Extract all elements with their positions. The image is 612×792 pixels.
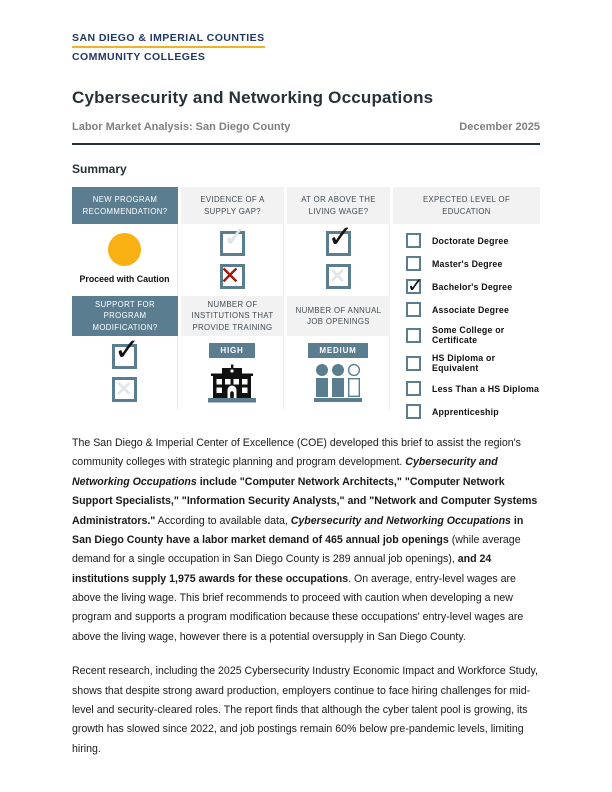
education-item-masters — [406, 256, 540, 271]
checkbox-supply-gap-no — [220, 264, 245, 289]
people-icon — [313, 363, 363, 403]
education-item-bachelors — [406, 279, 540, 294]
checkbox-icon — [406, 302, 421, 317]
page-title: Cybersecurity and Networking Occupations — [72, 88, 434, 107]
checkbox-modification-yes — [112, 344, 137, 369]
column-living-wage — [287, 187, 390, 419]
header-living-wage: AT OR ABOVE THE LIVING WAGE? — [287, 187, 390, 224]
header-program-modification: SUPPORT FOR PROGRAM MODIFICATION? — [72, 296, 178, 336]
column-new-program — [72, 187, 178, 419]
summary-table — [72, 187, 540, 419]
education-label: Some College or Certificate — [432, 325, 505, 345]
body-paragraph-1: The San Diego & Imperial Center of Excellence (COE) developed this brief to assist the region's community colleges with strategic planning and program development. Cybersecurity and Networking Occupations include "Computer Network Architects," "Computer Network Support Specialists," "Information Security Analysts," and "Network and Computer Systems Administrators." According to available data, Cybersecurity and Networking Occupations in San Diego County have a labor market demand of 465 annual job openings (while average demand for a single occupation in San Diego County is 289 annual job openings), and 24 institutions supply 1,975 awards for these occupations. On average, entry-level wages are above the living wage. This brief recommends to proceed with caution when developing a new program and supports a program modification because these occupations' entry-level wages are above the living wage, however there is a potential oversupply in San Diego County. — [72, 437, 538, 643]
education-label: HS Diploma or Equivalent — [432, 353, 496, 373]
education-label: Associate Degree — [432, 304, 510, 315]
column-education — [393, 187, 540, 419]
header-institutions-training: NUMBER OF INSTITUTIONS THAT PROVIDE TRAINING — [181, 296, 284, 336]
subtitle-left: Labor Market Analysis: San Diego County — [72, 121, 291, 133]
checkbox-icon — [406, 381, 421, 396]
level-badge-medium: MEDIUM — [308, 343, 367, 358]
header-expected-education: EXPECTED LEVEL OF EDUCATION — [393, 187, 540, 224]
education-item-doctorate — [406, 233, 540, 248]
checkbox-icon — [406, 356, 421, 371]
checkbox-icon — [406, 404, 421, 419]
column-supply-gap — [181, 187, 284, 419]
subtitle-bar — [72, 121, 540, 133]
divider-rule — [72, 143, 540, 145]
education-item-some-college — [406, 325, 540, 345]
checkbox-icon — [406, 256, 421, 271]
section-heading-summary: Summary — [72, 162, 127, 176]
cell-supply-gap-checks — [181, 224, 284, 296]
checkbox-living-wage-no — [326, 264, 351, 289]
checkbox-checked-icon — [406, 279, 421, 294]
org-logo — [72, 28, 540, 63]
subtitle-date: December 2025 — [459, 121, 540, 133]
checkbox-supply-gap-yes — [220, 231, 245, 256]
education-checklist — [393, 224, 540, 419]
logo-line-2: COMMUNITY COLLEGES — [72, 51, 206, 63]
header-new-program-recommendation: NEW PROGRAM RECOMMENDATION? — [72, 187, 178, 224]
education-label: Less Than a HS Diploma — [432, 383, 540, 394]
caution-circle-indicator — [108, 233, 141, 266]
header-annual-job-openings: NUMBER OF ANNUAL JOB OPENINGS — [287, 296, 390, 336]
cell-living-wage-checks — [287, 224, 390, 296]
body-paragraph-2: Recent research, including the 2025 Cybersecurity Industry Economic Impact and Workforce Study, shows that despite strong award production, employers continue to face hiring challenges for mid-level and security-cleared roles. The report finds that although the cyber talent pool is growing, its growth has slowed since 2022, and job postings remain 60% below pre-pandemic levels, limiting hiring. — [72, 665, 538, 755]
level-badge-high: HIGH — [209, 343, 254, 358]
header-supply-gap: EVIDENCE OF A SUPPLY GAP? — [181, 187, 284, 224]
education-label: Apprenticeship — [432, 406, 499, 417]
logo-line-1: SAN DIEGO & IMPERIAL COUNTIES — [72, 32, 265, 48]
checkbox-icon — [406, 328, 421, 343]
cell-institutions — [181, 336, 284, 410]
school-building-icon — [207, 363, 257, 403]
education-item-hs-diploma — [406, 353, 540, 373]
education-item-less-than-hs — [406, 381, 540, 396]
checkbox-icon — [406, 233, 421, 248]
education-item-associate — [406, 302, 540, 317]
cell-recommendation — [72, 224, 178, 296]
recommendation-label: Proceed with Caution — [79, 273, 170, 284]
cell-job-openings — [287, 336, 390, 410]
education-label: Master's Degree — [432, 258, 503, 269]
education-label: Bachelor's Degree — [432, 281, 513, 292]
cell-modification-checks — [72, 336, 178, 410]
checkbox-living-wage-yes — [326, 231, 351, 256]
education-label: Doctorate Degree — [432, 235, 509, 246]
checkbox-modification-no — [112, 377, 137, 402]
education-item-apprenticeship — [406, 404, 540, 419]
